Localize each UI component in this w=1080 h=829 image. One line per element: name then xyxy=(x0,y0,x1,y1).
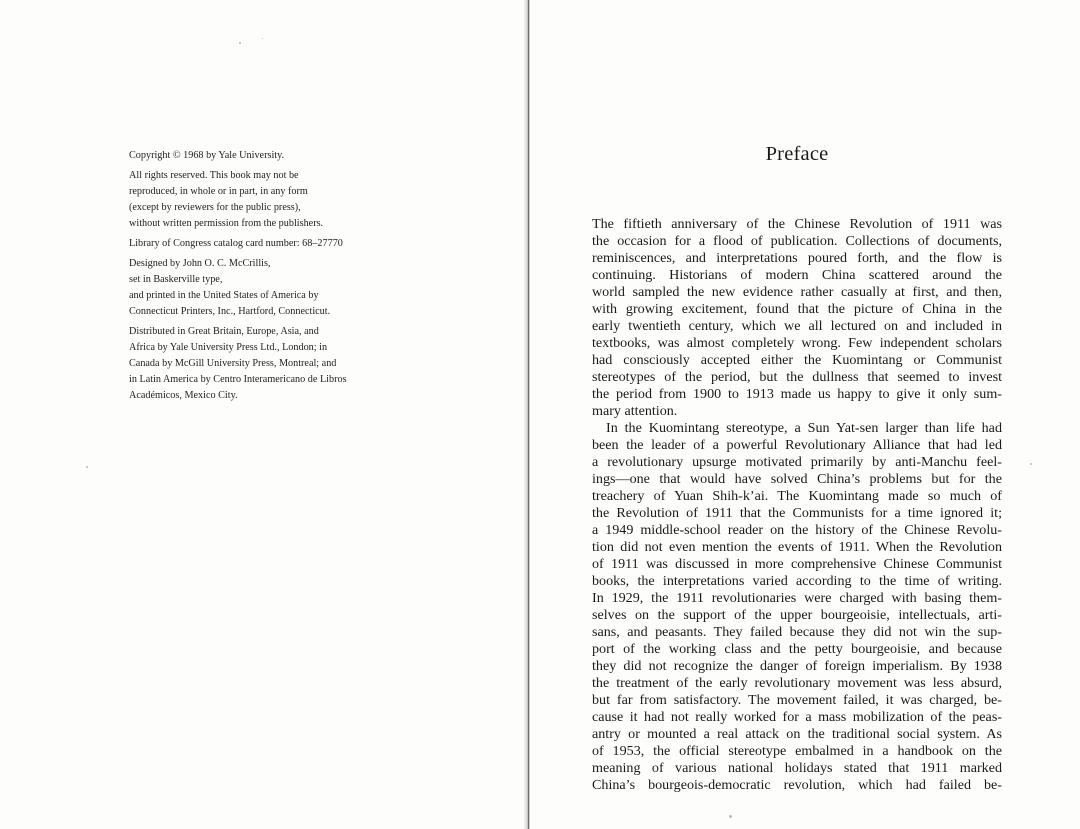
preface-line: books, the interpretations varied according to the time of writing. xyxy=(592,573,1002,589)
preface-line: the treatment of the early revolutionary movement was less absurd, xyxy=(592,675,1002,691)
scan-speck xyxy=(86,466,88,468)
preface-line: a revolutionary upsurge motivated primarily by anti-Manchu feel- xyxy=(592,454,1002,470)
colophon-line: without written permission from the publishers. xyxy=(129,218,324,229)
page-title: Preface xyxy=(765,143,829,165)
preface-line: with growing excitement, found that the picture of China in the xyxy=(592,301,1002,317)
colophon-line: in Latin America by Centro Interamericano de Libros xyxy=(129,374,347,385)
colophon-line: reproduced, in whole or in part, in any form xyxy=(129,186,308,197)
preface-body xyxy=(592,216,1002,794)
preface-line: stereotypes of the period, but the dullness that seemed to invest xyxy=(592,369,1002,385)
colophon-line: Académicos, Mexico City. xyxy=(129,390,238,401)
colophon-block xyxy=(129,236,419,252)
preface-line: reminiscences, and interpretations poured forth, and the flow is xyxy=(592,250,1002,266)
preface-line: antry or mounted a real attack on the traditional social system. As xyxy=(592,726,1002,742)
gutter-fold-line xyxy=(528,0,529,829)
preface-line: they did not recognize the danger of foreign imperialism. By 1938 xyxy=(592,658,1002,674)
colophon-line: Africa by Yale University Press Ltd., London; in xyxy=(129,342,328,353)
preface-line: continuing. Historians of modern China scattered around the xyxy=(592,267,1002,283)
colophon-block xyxy=(129,168,419,232)
colophon-line: and printed in the United States of America by xyxy=(129,290,319,301)
colophon-line: (except by reviewers for the public press), xyxy=(129,202,301,213)
preface-line: cause it had not really worked for a mass mobilization of the peas- xyxy=(592,709,1002,725)
preface-line: the occasion for a flood of publication. Collections of documents, xyxy=(592,233,1002,249)
colophon-line: All rights reserved. This book may not be xyxy=(129,170,299,181)
preface-line: meaning of various national holidays stated that 1911 marked xyxy=(592,760,1002,776)
preface-line: treachery of Yuan Shih-k’ai. The Kuomintang made so much of xyxy=(592,488,1002,504)
preface-line: world sampled the new evidence rather casually at first, and then, xyxy=(592,284,1002,300)
left-page xyxy=(0,0,525,829)
preface-line: port of the working class and the petty bourgeoisie, and because xyxy=(592,641,1002,657)
preface-line: textbooks, was almost completely wrong. Few independent scholars xyxy=(592,335,1002,351)
colophon-line: Designed by John O. C. McCrillis, xyxy=(129,258,271,269)
preface-line: In 1929, the 1911 revolutionaries were charged with basing them- xyxy=(592,590,1002,606)
colophon-line: Connecticut Printers, Inc., Hartford, Connecticut. xyxy=(129,306,331,317)
preface-line: been the leader of a powerful Revolutionary Alliance that had led xyxy=(592,437,1002,453)
scan-speck xyxy=(1030,463,1032,465)
colophon-block xyxy=(129,256,419,320)
scan-speck xyxy=(262,38,263,39)
colophon-line: Copyright © 1968 by Yale University. xyxy=(129,150,285,161)
preface-line: but far from satisfactory. The movement failed, it was charged, be- xyxy=(592,692,1002,708)
scan-speck xyxy=(729,815,732,818)
colophon-line: Library of Congress catalog card number: 68–27770 xyxy=(129,238,343,249)
preface-line: tion did not even mention the events of 1911. When the Revolution xyxy=(592,539,1002,555)
preface-paragraph xyxy=(592,420,1002,794)
preface-line: The fiftieth anniversary of the Chinese Revolution of 1911 was xyxy=(592,216,1002,232)
preface-line: In the Kuomintang stereotype, a Sun Yat-sen larger than life had xyxy=(606,420,1002,436)
colophon-line: set in Baskerville type, xyxy=(129,274,223,285)
preface-line: had consciously accepted either the Kuomintang or Communist xyxy=(592,352,1002,368)
preface-line: sans, and peasants. They failed because they did not win the sup- xyxy=(592,624,1002,640)
preface-paragraph xyxy=(592,216,1002,420)
preface-line: the Revolution of 1911 that the Communists for a time ignored it; xyxy=(592,505,1002,521)
colophon-line: Distributed in Great Britain, Europe, Asia, and xyxy=(129,326,319,337)
colophon-line: Canada by McGill University Press, Montreal; and xyxy=(129,358,337,369)
preface-line: of 1911 was discussed in more comprehensive Chinese Communist xyxy=(592,556,1002,572)
preface-line: of 1953, the official stereotype embalmed in a handbook on the xyxy=(592,743,1002,759)
preface-line: the period from 1900 to 1913 made us happy to give it only sum- xyxy=(592,386,1002,402)
preface-line: selves on the support of the upper bourgeoisie, intellectuals, arti- xyxy=(592,607,1002,623)
preface-line: a 1949 middle-school reader on the history of the Chinese Revolu- xyxy=(592,522,1002,538)
preface-line: early twentieth century, which we all lectured on and included in xyxy=(592,318,1002,334)
scan-speck xyxy=(239,42,241,44)
colophon-block xyxy=(129,148,419,164)
preface-line: ings—one that would have solved China’s problems but for the xyxy=(592,471,1002,487)
colophon-block xyxy=(129,324,419,404)
preface-line: China’s bourgeois-democratic revolution, which had failed be- xyxy=(592,777,1002,793)
copyright-colophon xyxy=(129,148,419,408)
preface-line: mary attention. xyxy=(592,403,678,419)
